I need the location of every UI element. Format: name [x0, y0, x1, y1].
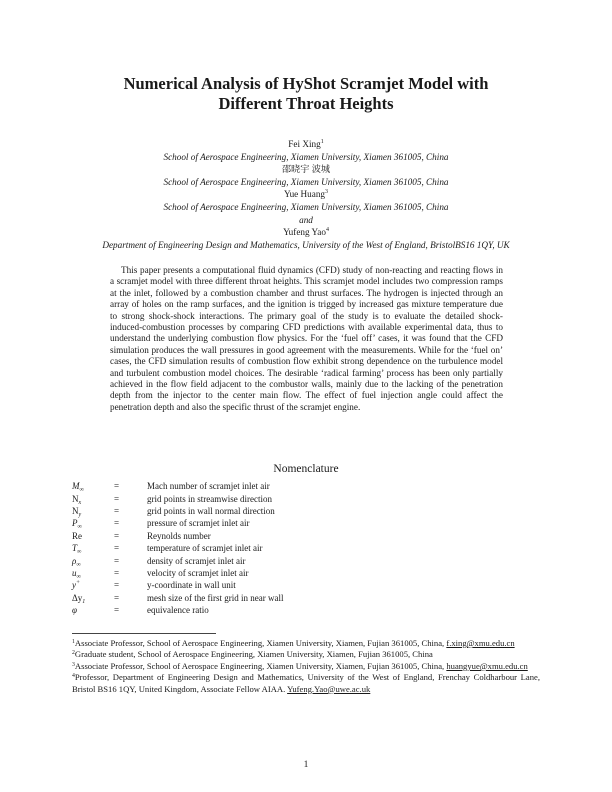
nomenclature-symbol: $T_\infty$ — [72, 543, 82, 556]
nomenclature-equals: = — [114, 493, 120, 504]
abstract: This paper presents a computational fluid dynamics (CFD) study of non-reacting and reacting flows in a scramjet model with three different throat heights. This scramjet model includes two compression ramps at the inlet, followed by a combustion chamber and thrust surfaces. The hydrogen is injected through an array of holes on the ramp surfaces, and the ignition is trigged by increased gas mixture temperature due to strong shock-shock interactions. The primary goal of the study is to evaluate the detailed shock-induced-combustion processes by comparing CFD predictions with available experimental data, thus to understand the underlying combustion flow physics. For the ‘fuel off’ cases, it was found that the CFD simulation produces the wall pressures in good agreement with the measurements. While for the ‘fuel on’ cases, the CFD simulation results of combustion flow exhibit strong dependence on the turbulence model and turbulent combustion model choices. The desirable ‘radical farming’ process has been only partially achieved in the flow field adjacent to the combustor walls, mainly due to the lacking of the penetration depth from the injector to the center main flow. The effect of fuel injection angle could affect the penetration depth and also the specific thrust of the scramjet engine. — [110, 265, 503, 412]
nomenclature-heading: Nomenclature — [273, 463, 339, 475]
nomenclature-symbol: y+ — [72, 580, 81, 591]
author-affiliation-2: School of Aerospace Engineering, Xiamen University, Xiamen 361005, China — [163, 176, 449, 187]
nomenclature-symbol: $u_\infty$ — [72, 567, 81, 580]
footnote-email-link[interactable]: huangyue@xmu.edu.cn — [446, 660, 528, 671]
nomenclature-symbol: $N_y$ — [72, 505, 82, 518]
footnote-2: $^2$Graduate student, School of Aerospace Engineering, Xiamen University, Xiamen, Fujian 361005, China — [72, 649, 433, 660]
author-name-3: Yue Huang$^3$ — [283, 189, 329, 200]
author-affiliation-4: Department of Engineering Design and Mathematics, University of the West of England, BristolBS16 1QY, UK — [102, 239, 510, 250]
paper-title — [60, 74, 552, 114]
nomenclature-equals: = — [114, 530, 120, 541]
nomenclature-equals: = — [114, 543, 120, 554]
nomenclature-equals: = — [114, 580, 120, 591]
nomenclature-symbol: $\Delta y_1$ — [72, 592, 86, 605]
nomenclature-definition: mesh size of the first grid in near wall — [147, 592, 284, 603]
footnote-4: $^4$Professor, Department of Engineering Design and Mathematics, University of the West of England, Frenchay Coldharbour Lane, Bristol BS16 1QY, United Kingdom, Associate Fellow AIAA. Yufeng.Yao@uwe.ac.uk — [72, 672, 540, 694]
nomenclature-row — [72, 505, 492, 517]
nomenclature-equals: = — [114, 592, 120, 603]
nomenclature-row — [72, 604, 492, 616]
nomenclature-equals: = — [114, 605, 120, 616]
nomenclature-equals: = — [114, 567, 120, 578]
nomenclature-definition: equivalence ratio — [147, 605, 209, 616]
footnote-email-link[interactable]: Yufeng.Yao@uwe.ac.uk — [287, 683, 371, 694]
nomenclature-row — [72, 542, 492, 554]
footnote-1: $^1$Associate Professor, School of Aerospace Engineering, Xiamen University, Xiamen, Fujian 361005, China, f.xing@xmu.edu.cn — [72, 638, 515, 648]
nomenclature-definition: grid points in wall normal direction — [147, 505, 275, 516]
nomenclature-symbol: φ — [72, 605, 77, 616]
nomenclature-definition: grid points in streamwise direction — [147, 493, 272, 504]
title-line-2: Different Throat Heights — [218, 94, 394, 113]
nomenclature-definition: pressure of scramjet inlet air — [147, 518, 250, 529]
nomenclature-definition: y-coordinate in wall unit — [147, 580, 236, 591]
footnotes — [72, 638, 540, 695]
nomenclature-symbol: $\rho_\infty$ — [72, 555, 81, 568]
nomenclature-symbol: $P_\infty$ — [72, 518, 82, 531]
nomenclature-definition: Reynolds number — [147, 530, 211, 541]
footnote-email-link[interactable]: f.xing@xmu.edu.cn — [446, 638, 515, 648]
nomenclature-equals: = — [114, 518, 120, 529]
page-number: 1 — [303, 760, 309, 770]
author-affiliation-3: School of Aerospace Engineering, Xiamen University, Xiamen 361005, China — [163, 201, 449, 212]
nomenclature-row — [72, 579, 492, 591]
author-and: and — [299, 214, 313, 225]
nomenclature-row — [72, 530, 492, 542]
author-name-2: 邵晓宇 波城 — [281, 164, 331, 175]
nomenclature-row — [72, 480, 492, 492]
author-name-1: Fei Xing$^1$ — [288, 139, 324, 149]
nomenclature-symbol: $N_x$ — [72, 493, 82, 506]
nomenclature-definition: Mach number of scramjet inlet air — [147, 481, 270, 492]
nomenclature-definition: density of scramjet inlet air — [147, 555, 246, 566]
nomenclature-definition: velocity of scramjet inlet air — [147, 567, 249, 578]
title-line-1: Numerical Analysis of HyShot Scramjet Model with — [123, 74, 489, 93]
footnote-3: $^3$Associate Professor, School of Aerospace Engineering, Xiamen University, Xiamen, Fujian 361005, China, huangyue@xmu.edu.cn — [72, 660, 528, 671]
nomenclature-row — [72, 592, 492, 604]
nomenclature-row — [72, 554, 492, 566]
nomenclature-definition: temperature of scramjet inlet air — [147, 543, 263, 554]
nomenclature-equals: = — [114, 555, 120, 566]
nomenclature-equals: = — [114, 505, 120, 516]
nomenclature-symbol: $M_\infty$ — [72, 481, 84, 494]
author-block — [40, 138, 572, 251]
author-name-4: Yufeng Yao$^4$ — [283, 227, 329, 238]
author-affiliation-1: School of Aerospace Engineering, Xiamen University, Xiamen 361005, China — [163, 151, 449, 162]
nomenclature-table — [72, 480, 492, 616]
nomenclature-row — [72, 567, 492, 579]
nomenclature-equals: = — [114, 481, 120, 492]
nomenclature-row — [72, 492, 492, 504]
nomenclature-symbol: Re — [72, 530, 82, 541]
nomenclature-row — [72, 517, 492, 529]
footnote-rule — [72, 633, 216, 634]
